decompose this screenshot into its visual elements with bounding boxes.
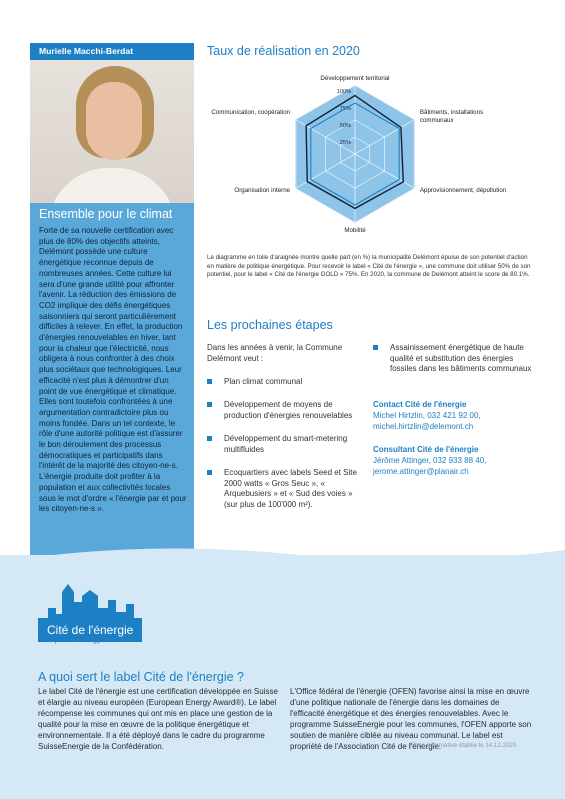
radar-category-label: Bâtiments, installations communaux [419,109,484,124]
bottom-column-right: L'Office fédéral de l'énergie (OFEN) favorise ainsi la mise en œuvre d'une politique nationale de l'énergie dans les domaines de l'efficacité énergétique et des énergies renouvelables. Avec le programme SuisseEnergie pour les communes, l'OFEN apporte son soutien de manière ciblée au niveau communal. Le label est propriété de l'Association Cité de l'énergie. [290,687,532,751]
radar-category-label: Développement territorial [320,75,390,82]
radar-category-label: Approvisionnement, dépollution [419,187,507,194]
list-item: Ecoquartiers avec labels Seed et Site 2000 watts « Gros Seuc », « Arquebusiers » et « Sud des voies » (sur plus de 100'000 m²). [207,468,362,510]
list-item: Développement du smart-metering multifluides [207,434,357,455]
portrait-photo [30,60,194,203]
consultant-title: Consultant Cité de l'énergie [373,445,479,454]
bottom-column-left: Le label Cité de l'énergie est une certification développée en Suisse et élargie au niveau européen (European Energy Award®). Le label récompense les communes qui ont mis en place une gestion de la qualité pour la mise en œuvre de la politique énergétique et environnementale. Il a été déployé dans le cadre du programme SuisseEnergie de la Confédération. [38,687,278,751]
radar-category-label: Organisation interne [234,187,291,194]
radar-tick-label: 50% [339,123,351,129]
bullet-icon [207,436,212,441]
sidebar-paragraph: Forte de sa nouvelle certification avec plus de 80% des objectifs atteints, Delémont possède une culture énergétique reconnue depuis de nombreuses années. Cette culture lui sera d'une grande utilité pour affronter l'avenir. La réduction des émissions de CO2 implique des défis énergétiques saisonniers qui seront particulièrement difficiles à relever. En effet, la production d'énergies renouvelables en hiver, tant pour la chaleur que l'électricité, nous obligera à nous confronter à des choix plus sociétaux que technologiques. Leur efficacité n'est plus à démontrer d'un point de vue énergétique et climatique. Elles sont toutefois confrontées à une argumentation contradictoire plus ou moins fondée. Dans un tel contexte, le rôle d'une autorité politique est d'assurer le bon déroulement des processus démocratiques et participatifs dans l'intérêt de la majorité des citoyen-ne-s. L'énergie produite doit profiter à la population et aux collectivités locales sous le mot d'ordre « l'énergie par et pour les citoyen-ne-s ». [39,226,187,514]
person-name: Murielle Macchi-Berdat [30,43,194,60]
contact-name: Michel Hirtzlin, 032 421 92 00, [373,411,481,420]
bullet-icon [207,402,212,407]
radar-tick-label: 25% [339,140,351,146]
list-item: Plan climat communal [207,377,367,388]
svg-text:Cité de l'énergie: Cité de l'énergie [47,623,134,637]
steps-title: Les prochaines étapes [207,318,333,332]
contact-title: Contact Cité de l'énergie [373,400,467,409]
bottom-title: A quoi sert le label Cité de l'énergie ? [38,670,244,684]
list-item: Développement de moyens de production d'énergies renouvelables [207,400,362,421]
sidebar-panel [30,43,194,555]
radar-tick-label: 100% [336,89,351,95]
sidebar-title: Ensemble pour le climat [39,207,173,221]
radar-category-label: Communication, coopération [211,109,291,116]
consultant-name: Jérôme Attinger, 032 933 88 40, [373,456,487,465]
chart-title: Taux de réalisation en 2020 [207,44,360,58]
chart-caption: Le diagramme en toile d'araignée montre quelle part (en %) la municipalité Delémont épuise de son potentiel d'action en matière de politique énergétique. Pour recevoir le label « Cité de l'énergie », une commune doit utiliser 50% de son potentiel, pour le label « Cité de l'énergie GOLD » 75%. En 2020, la commune de Delémont atteint le score de 80.1%. [207,254,531,279]
bullet-icon [207,379,212,384]
radar-tick-label: 75% [339,106,351,112]
radar-category-label: Mobilité [344,227,366,234]
cite-energie-logo [38,578,142,642]
contact-email[interactable]: michel.hirtzlin@delemont.ch [373,422,474,431]
list-item: Assainissement énergétique de haute qualité et substitution des énergies fossiles dans les bâtiments communaux [373,343,533,375]
consultant-email[interactable]: jerome.attinger@planair.ch [373,467,469,476]
bullet-icon [373,345,378,350]
bullet-icon [207,470,212,475]
radar-chart [203,62,535,258]
logo-subtitle: european energy award [38,634,127,644]
steps-intro: Dans les années à venir, la Commune Delémont veut : [207,343,343,363]
footer-date: Fiche informative établie le 14.12.2020 [410,742,517,749]
